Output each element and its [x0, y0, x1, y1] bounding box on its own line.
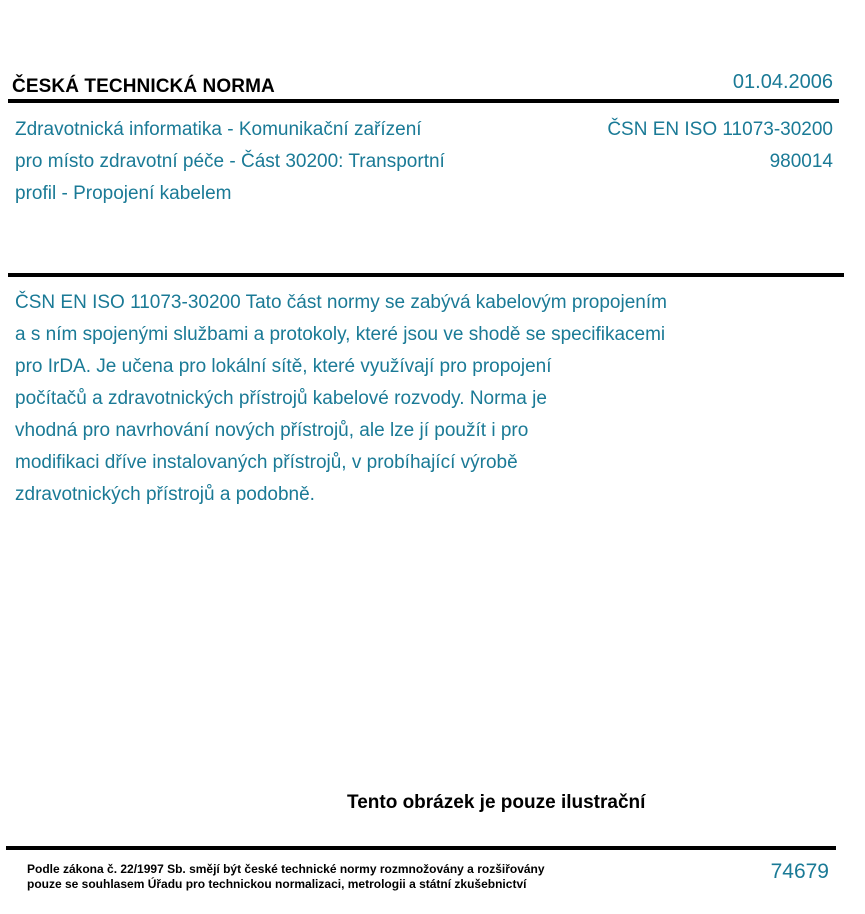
- publication-date: 01.04.2006: [732, 71, 833, 93]
- notice-line: Podle zákona č. 22/1997 Sb. smějí být české technické normy rozmnožovány a rozšiřovány: [27, 862, 545, 876]
- abstract-line: pro IrDA. Je učena pro lokální sítě, které využívají pro propojení: [15, 356, 552, 377]
- section-divider: [8, 273, 844, 277]
- abstract-line: modifikaci dříve instalovaných přístrojů, v probíhající výrobě: [15, 452, 518, 473]
- abstract-line: vhodná pro navrhování nových přístrojů, ale lze jí použít i pro: [15, 420, 529, 441]
- abstract-line: zdravotnických přístrojů a podobně.: [15, 484, 315, 505]
- abstract-line: a s ním spojenými službami a protokoly, které jsou ve shodě se specifikacemi: [15, 324, 666, 345]
- title-line: profil - Propojení kabelem: [15, 183, 232, 204]
- abstract-line: ČSN EN ISO 11073-30200 Tato část normy se zabývá kabelovým propojením: [15, 292, 667, 313]
- copyright-notice: [27, 862, 545, 892]
- standard-heading: ČESKÁ TECHNICKÁ NORMA: [12, 76, 275, 97]
- class-number: 980014: [769, 151, 833, 172]
- document-title: [15, 114, 555, 210]
- illustration-disclaimer: Tento obrázek je pouze ilustrační: [347, 792, 646, 813]
- abstract-line: počítačů a zdravotnických přístrojů kabelové rozvody. Norma je: [15, 388, 547, 409]
- notice-line: pouze se souhlasem Úřadu pro technickou normalizaci, metrologii a státní zkušebnictví: [27, 877, 527, 891]
- standard-code: ČSN EN ISO 11073-30200: [607, 119, 833, 140]
- abstract-text: [15, 287, 775, 511]
- header-divider: [8, 99, 839, 103]
- footer-divider: [6, 846, 836, 850]
- title-line: Zdravotnická informatika - Komunikační zařízení: [15, 119, 422, 140]
- title-line: pro místo zdravotní péče - Část 30200: Transportní: [15, 151, 445, 172]
- document-codes: [607, 114, 833, 178]
- catalog-number: 74679: [770, 860, 829, 883]
